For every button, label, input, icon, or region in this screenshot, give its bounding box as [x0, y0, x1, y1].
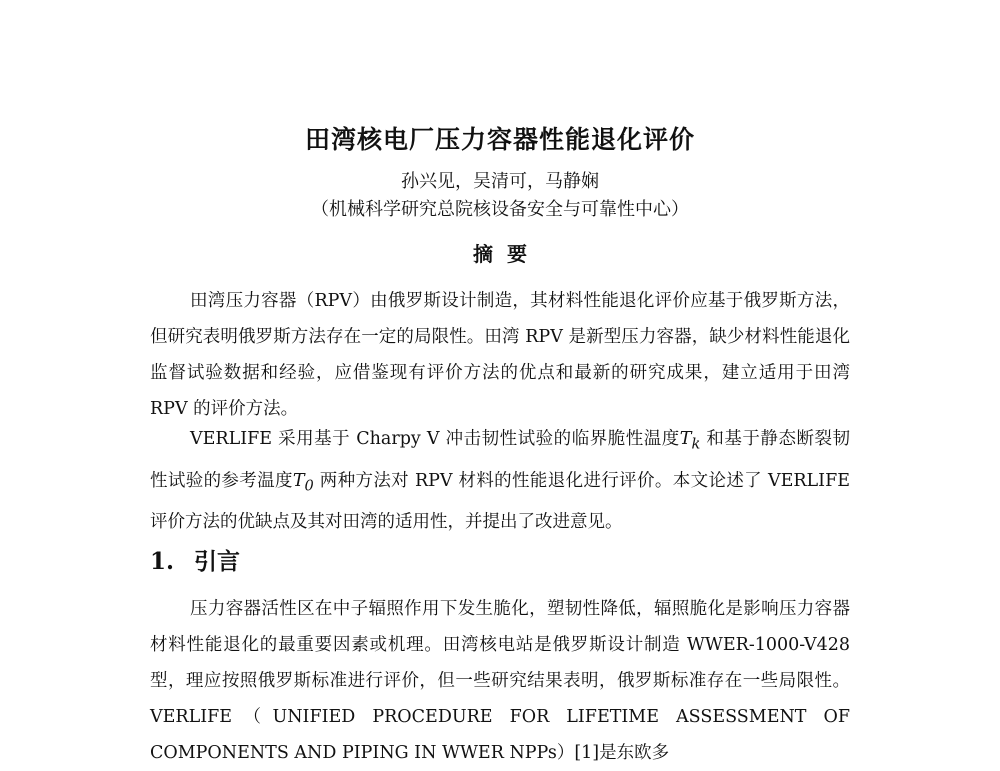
section-paragraph: 压力容器活性区在中子辐照作用下发生脆化，塑韧性降低，辐照脆化是影响压力容器材料性能退化的最重要因素或机理。田湾核电站是俄罗斯设计制造 WWER-1000-V428 型，理应按照俄罗斯标准进行评价，但一些研究结果表明，俄罗斯标准存在一些局限性。VERLIFE（UNIFIED PROCEDURE FOR LIFETIME ASSESSMENT OF COMPONENTS AND PIPING IN WWER NPPs）[1]是东欧多	[150, 599, 850, 763]
paper-title: 田湾核电厂压力容器性能退化评价	[304, 125, 695, 154]
abstract-paragraph	[150, 421, 850, 540]
section-number: 1.	[150, 548, 175, 575]
abstract-paragraph: 田湾压力容器（RPV）由俄罗斯设计制造，其材料性能退化评价应基于俄罗斯方法，但研究表明俄罗斯方法存在一定的局限性。田湾 RPV 是新型压力容器，缺少材料性能退化监督试验数据和经验，应借鉴现有评价方法的优点和最新的研究成果，建立适用于田湾 RPV 的评价方法。	[150, 291, 850, 419]
t0-symbol: $T_0$	[292, 470, 314, 494]
abstract-heading: 摘要	[473, 242, 541, 266]
abstract-text-segment: VERLIFE 采用基于 Charpy V 冲击韧性试验的临界脆性温度	[190, 429, 680, 449]
author-list: 孙兴见，吴清可，马静娴	[401, 171, 599, 192]
tk-symbol: $T_k$	[679, 429, 701, 453]
abstract-text-segment: 两种方法对 RPV 材料的性能退化进行评价。本文论述了 VERLIFE 评价方法的优缺点及其对田湾的适用性，并提出了改进意见。	[150, 470, 850, 532]
abstract-text-segment: 和基于静态断裂韧性试验的参考温度	[150, 429, 850, 491]
affiliation: （机械科学研究总院核设备安全与可靠性中心）	[311, 199, 689, 220]
section-heading	[150, 543, 240, 576]
section-title: 引言	[194, 548, 240, 575]
